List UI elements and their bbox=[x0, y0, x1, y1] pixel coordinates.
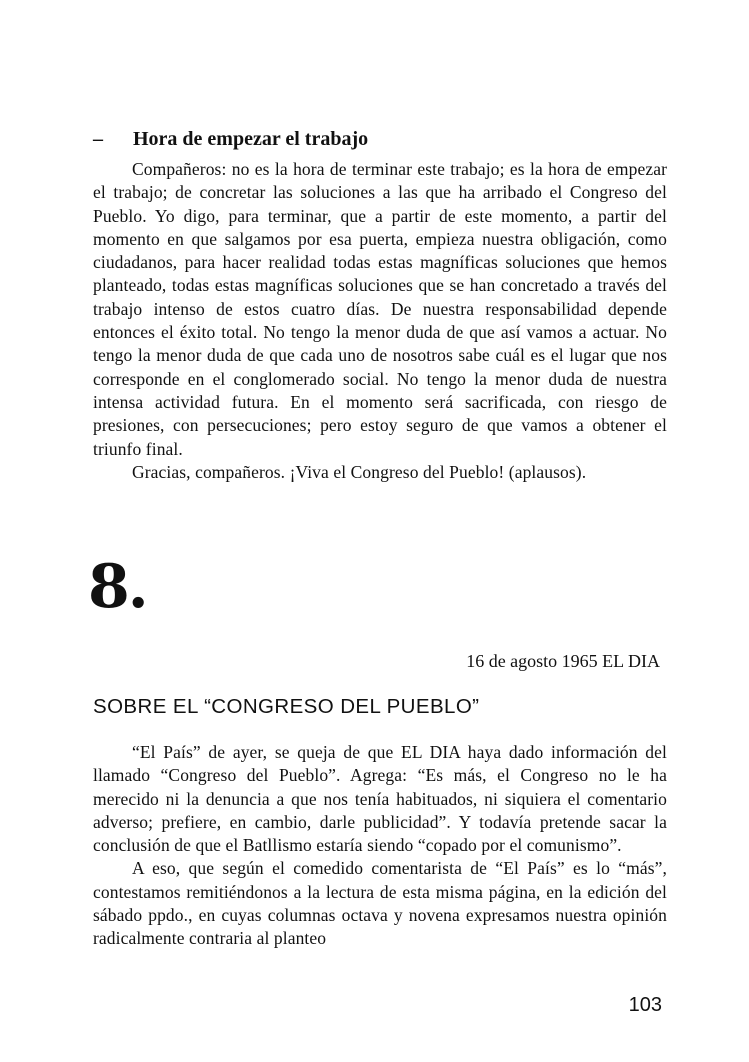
article-paragraph: A eso, que según el comedido comentarista de “El País” es lo “más”, contestamos remitiéndonos a la lectura de esta misma página, en la edición del sábado ppdo., en cuyas columnas octava y novena expresamos nuestra opinión radicalmente contraria al planteo bbox=[93, 858, 667, 949]
section-heading bbox=[93, 128, 368, 151]
article-title: SOBRE EL “CONGRESO DEL PUEBLO” bbox=[93, 695, 480, 718]
article-paragraph: “El País” de ayer, se queja de que EL DIA haya dado información del llamado “Congreso del Pueblo”. Agrega: “Es más, el Congreso no le ha merecido ni la denuncia a que nos tenía habituados, ni siquiera el comentario adverso; prefiere, en cambio, darle publicidad”. Y todavía pretende sacar la conclusión de que el Batllismo estaría siendo “copado por el comunismo”. bbox=[93, 742, 667, 856]
heading-dash: – bbox=[93, 128, 103, 150]
speech-text bbox=[93, 158, 667, 484]
section-heading-text: Hora de empezar el trabajo bbox=[133, 128, 369, 150]
page-number: 103 bbox=[628, 994, 662, 1016]
article-text bbox=[93, 741, 667, 951]
article-dateline: 16 de agosto 1965 EL DIA bbox=[466, 651, 660, 671]
chapter-number: 8. bbox=[88, 552, 147, 622]
speech-paragraph: Compañeros: no es la hora de terminar este trabajo; es la hora de empezar el trabajo; de concretar las soluciones a las que ha arribado el Congreso del Pueblo. Yo digo, para terminar, que a partir de este momento, a partir del momento en que salgamos por esa puerta, empieza nuestra obligación, como ciudadanos, para hacer realidad todas estas magníficas soluciones que hemos planteado, todas estas magníficas soluciones que se han concretado a través del trabajo intenso de estos cuatro días. De nuestra responsabilidad depende entonces el éxito total. No tengo la menor duda de que así vamos a actuar. No tengo la menor duda de que cada uno de nosotros sabe cuál es el lugar que nos corresponde en el conglomerado social. No tengo la menor duda de nuestra intensa actividad futura. En el momento será sacrificada, con riesgo de presiones, con persecuciones; pero estoy seguro de que vamos a obtener el triunfo final. bbox=[93, 159, 667, 459]
speech-closing-paragraph: Gracias, compañeros. ¡Viva el Congreso del Pueblo! (aplausos). bbox=[132, 461, 587, 482]
